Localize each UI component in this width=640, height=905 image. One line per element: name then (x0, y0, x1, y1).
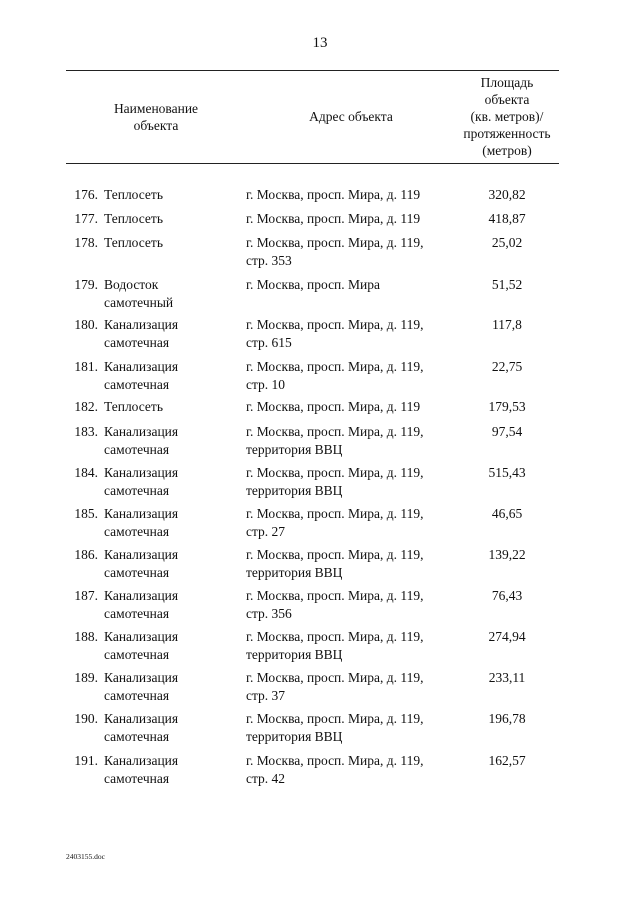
row-object-address: г. Москва, просп. Мира, д. 119, стр. 27 (246, 506, 424, 539)
table-row (0, 210, 640, 234)
row-number: 178. (74, 235, 98, 250)
row-object-area: 418,87 (488, 211, 526, 226)
page-number: 13 (312, 35, 328, 51)
row-object-name: Теплосеть (104, 211, 163, 226)
row-object-name: Канализация самотечная (104, 670, 179, 703)
table-row (0, 423, 640, 464)
row-object-address: г. Москва, просп. Мира, д. 119, территория ВВЦ (246, 629, 424, 662)
row-object-name: Канализация самотечная (104, 317, 179, 350)
row-object-name: Канализация самотечная (104, 359, 179, 392)
row-number: 179. (74, 277, 98, 292)
row-number: 181. (74, 359, 98, 374)
row-object-name: Канализация самотечная (104, 465, 179, 498)
header-object-address: Адрес объекта (309, 109, 393, 124)
row-number: 177. (74, 211, 98, 226)
row-object-area: 196,78 (488, 711, 526, 726)
row-object-name: Канализация самотечная (104, 711, 179, 744)
row-object-area: 233,11 (488, 670, 526, 685)
row-object-address: г. Москва, просп. Мира, д. 119, стр. 615 (246, 317, 424, 350)
row-object-area: 46,65 (491, 506, 523, 521)
row-object-name: Канализация самотечная (104, 753, 179, 786)
row-object-area: 139,22 (488, 547, 526, 562)
row-number: 182. (74, 399, 98, 414)
table-row (0, 358, 640, 398)
table-row (0, 464, 640, 505)
row-object-area: 25,02 (491, 235, 523, 250)
table-row (0, 710, 640, 752)
row-object-address: г. Москва, просп. Мира, д. 119 (246, 399, 421, 414)
row-number: 183. (74, 424, 98, 439)
row-object-address: г. Москва, просп. Мира, д. 119, территория ВВЦ (246, 465, 424, 498)
row-object-name: Канализация самотечная (104, 547, 179, 580)
table-row (0, 398, 640, 423)
table-row (0, 628, 640, 669)
header-object-area: Площадь объекта (кв. метров)/ протяженность (метров) (463, 75, 551, 158)
header-object-name: Наименование объекта (113, 100, 199, 133)
row-object-name: Канализация самотечная (104, 506, 179, 539)
table-row (0, 316, 640, 358)
row-number: 185. (74, 506, 98, 521)
row-object-address: г. Москва, просп. Мира, д. 119, территория ВВЦ (246, 711, 424, 744)
table-row (0, 186, 640, 210)
row-number: 191. (74, 753, 98, 768)
row-object-address: г. Москва, просп. Мира, д. 119, стр. 37 (246, 670, 424, 703)
row-object-address: г. Москва, просп. Мира, д. 119, стр. 356 (246, 588, 424, 621)
row-object-area: 76,43 (491, 588, 523, 603)
row-object-area: 22,75 (491, 359, 523, 374)
row-number: 180. (74, 317, 98, 332)
row-object-name: Теплосеть (104, 399, 163, 414)
table-row (0, 546, 640, 587)
row-object-address: г. Москва, просп. Мира (246, 277, 381, 292)
row-number: 190. (74, 711, 98, 726)
row-object-area: 274,94 (488, 629, 526, 644)
table-body (0, 186, 640, 792)
row-object-name: Теплосеть (104, 235, 163, 250)
row-object-address: г. Москва, просп. Мира, д. 119 (246, 211, 421, 226)
row-object-area: 162,57 (488, 753, 526, 768)
row-object-address: г. Москва, просп. Мира, д. 119, стр. 42 (246, 753, 424, 786)
row-object-address: г. Москва, просп. Мира, д. 119, стр. 353 (246, 235, 424, 268)
row-object-name: Канализация самотечная (104, 588, 179, 621)
row-object-area: 320,82 (488, 187, 526, 202)
row-object-area: 117,8 (492, 317, 522, 332)
document-filename: 2403155.doc (66, 852, 105, 861)
row-object-address: г. Москва, просп. Мира, д. 119 (246, 187, 421, 202)
row-object-name: Теплосеть (104, 187, 163, 202)
row-number: 189. (74, 670, 98, 685)
row-object-area: 515,43 (488, 465, 526, 480)
row-object-name: Канализация самотечная (104, 424, 179, 457)
table-row (0, 587, 640, 628)
table-row (0, 752, 640, 792)
row-object-name: Водосток самотечный (104, 277, 174, 310)
row-object-name: Канализация самотечная (104, 629, 179, 662)
row-object-area: 97,54 (491, 424, 523, 439)
row-number: 176. (74, 187, 98, 202)
row-object-address: г. Москва, просп. Мира, д. 119, стр. 10 (246, 359, 424, 392)
row-number: 187. (74, 588, 98, 603)
table-row (0, 505, 640, 546)
table-header-bottom-rule (66, 163, 559, 164)
table-row (0, 669, 640, 710)
row-number: 184. (74, 465, 98, 480)
row-number: 186. (74, 547, 98, 562)
row-object-area: 179,53 (488, 399, 526, 414)
row-object-address: г. Москва, просп. Мира, д. 119, территория ВВЦ (246, 547, 424, 580)
row-object-address: г. Москва, просп. Мира, д. 119, территория ВВЦ (246, 424, 424, 457)
row-object-area: 51,52 (491, 277, 523, 292)
table-row (0, 276, 640, 316)
table-row (0, 234, 640, 276)
row-number: 188. (74, 629, 98, 644)
